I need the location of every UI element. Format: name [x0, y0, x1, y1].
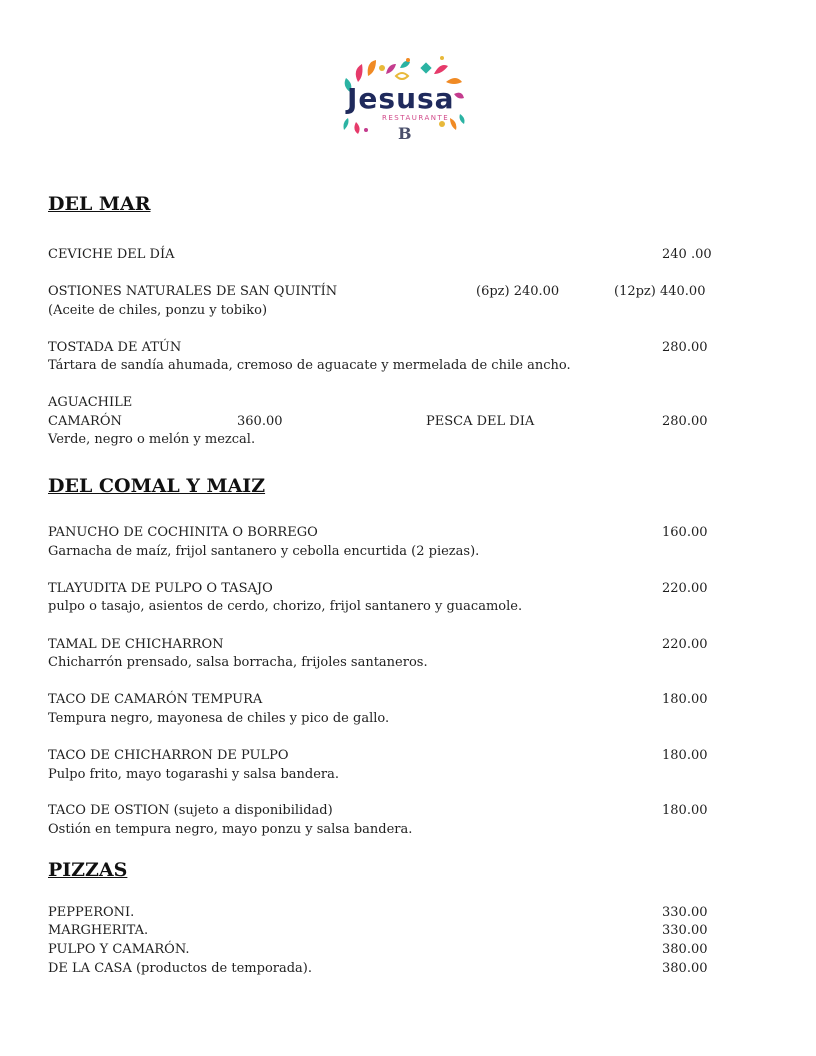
menu-item-price: 240 .00 — [662, 247, 712, 262]
menu-item-name: PEPPERONI. — [48, 905, 135, 920]
menu-item-price-6pz: (6pz) 240.00 — [476, 284, 560, 299]
menu-item-price: 380.00 — [662, 942, 708, 957]
menu-item-description: Verde, negro o melón y mezcal. — [48, 432, 256, 447]
menu-item-price: 180.00 — [662, 803, 708, 818]
menu-item-name: TOSTADA DE ATÚN — [48, 340, 182, 355]
menu-item-description: pulpo o tasajo, asientos de cerdo, chorizo, frijol santanero y guacamole. — [48, 599, 523, 614]
section-title-del-mar: DEL MAR — [48, 193, 151, 215]
logo-monogram: B — [398, 124, 412, 143]
menu-item-price: 330.00 — [662, 923, 708, 938]
menu-item-name: TACO DE OSTION (sujeto a disponibilidad) — [48, 803, 333, 818]
menu-item-description: Garnacha de maíz, frijol santanero y cebolla encurtida (2 piezas). — [48, 544, 480, 559]
menu-item-name: MARGHERITA. — [48, 923, 149, 938]
menu-item-name: AGUACHILE — [48, 395, 133, 410]
menu-item-name: TACO DE CHICHARRON DE PULPO — [48, 748, 289, 763]
menu-item-name: DE LA CASA (productos de temporada). — [48, 961, 313, 976]
menu-item-description: Tártara de sandía ahumada, cremoso de aguacate y mermelada de chile ancho. — [48, 358, 571, 373]
menu-item-name: CEVICHE DEL DÍA — [48, 247, 175, 262]
menu-item-option: CAMARÓN — [48, 414, 122, 429]
menu-item-option: PESCA DEL DIA — [426, 414, 535, 429]
menu-item-name: TLAYUDITA DE PULPO O TASAJO — [48, 581, 273, 596]
menu-item-name: PANUCHO DE COCHINITA O BORREGO — [48, 525, 318, 540]
logo-wordmark: Jesusa — [347, 82, 455, 115]
menu-item-name: TACO DE CAMARÓN TEMPURA — [48, 692, 263, 707]
menu-item-price: 360.00 — [237, 414, 283, 429]
section-title-pizzas: PIZZAS — [48, 859, 128, 881]
menu-item-price: 220.00 — [662, 637, 708, 652]
menu-item-price: 180.00 — [662, 692, 708, 707]
menu-item-price: 330.00 — [662, 905, 708, 920]
restaurant-logo — [338, 52, 472, 148]
menu-item-name: TAMAL DE CHICHARRON — [48, 637, 224, 652]
section-title-del-comal: DEL COMAL Y MAIZ — [48, 475, 266, 497]
menu-item-description: Ostión en tempura negro, mayo ponzu y salsa bandera. — [48, 822, 413, 837]
menu-item-description: (Aceite de chiles, ponzu y tobiko) — [48, 303, 268, 318]
logo-subtitle: RESTAURANTE — [382, 114, 450, 122]
menu-item-price: 280.00 — [662, 414, 708, 429]
menu-item-description: Pulpo frito, mayo togarashi y salsa bandera. — [48, 767, 340, 782]
menu-item-price: 160.00 — [662, 525, 708, 540]
menu-item-price: 280.00 — [662, 340, 708, 355]
menu-item-description: Tempura negro, mayonesa de chiles y pico de gallo. — [48, 711, 390, 726]
menu-item-price: 220.00 — [662, 581, 708, 596]
menu-item-price-12pz: (12pz) 440.00 — [614, 284, 706, 299]
menu-item-name: PULPO Y CAMARÓN. — [48, 942, 190, 957]
menu-item-name: OSTIONES NATURALES DE SAN QUINTÍN — [48, 284, 338, 299]
menu-item-price: 180.00 — [662, 748, 708, 763]
menu-item-price: 380.00 — [662, 961, 708, 976]
menu-item-description: Chicharrón prensado, salsa borracha, frijoles santaneros. — [48, 655, 428, 670]
